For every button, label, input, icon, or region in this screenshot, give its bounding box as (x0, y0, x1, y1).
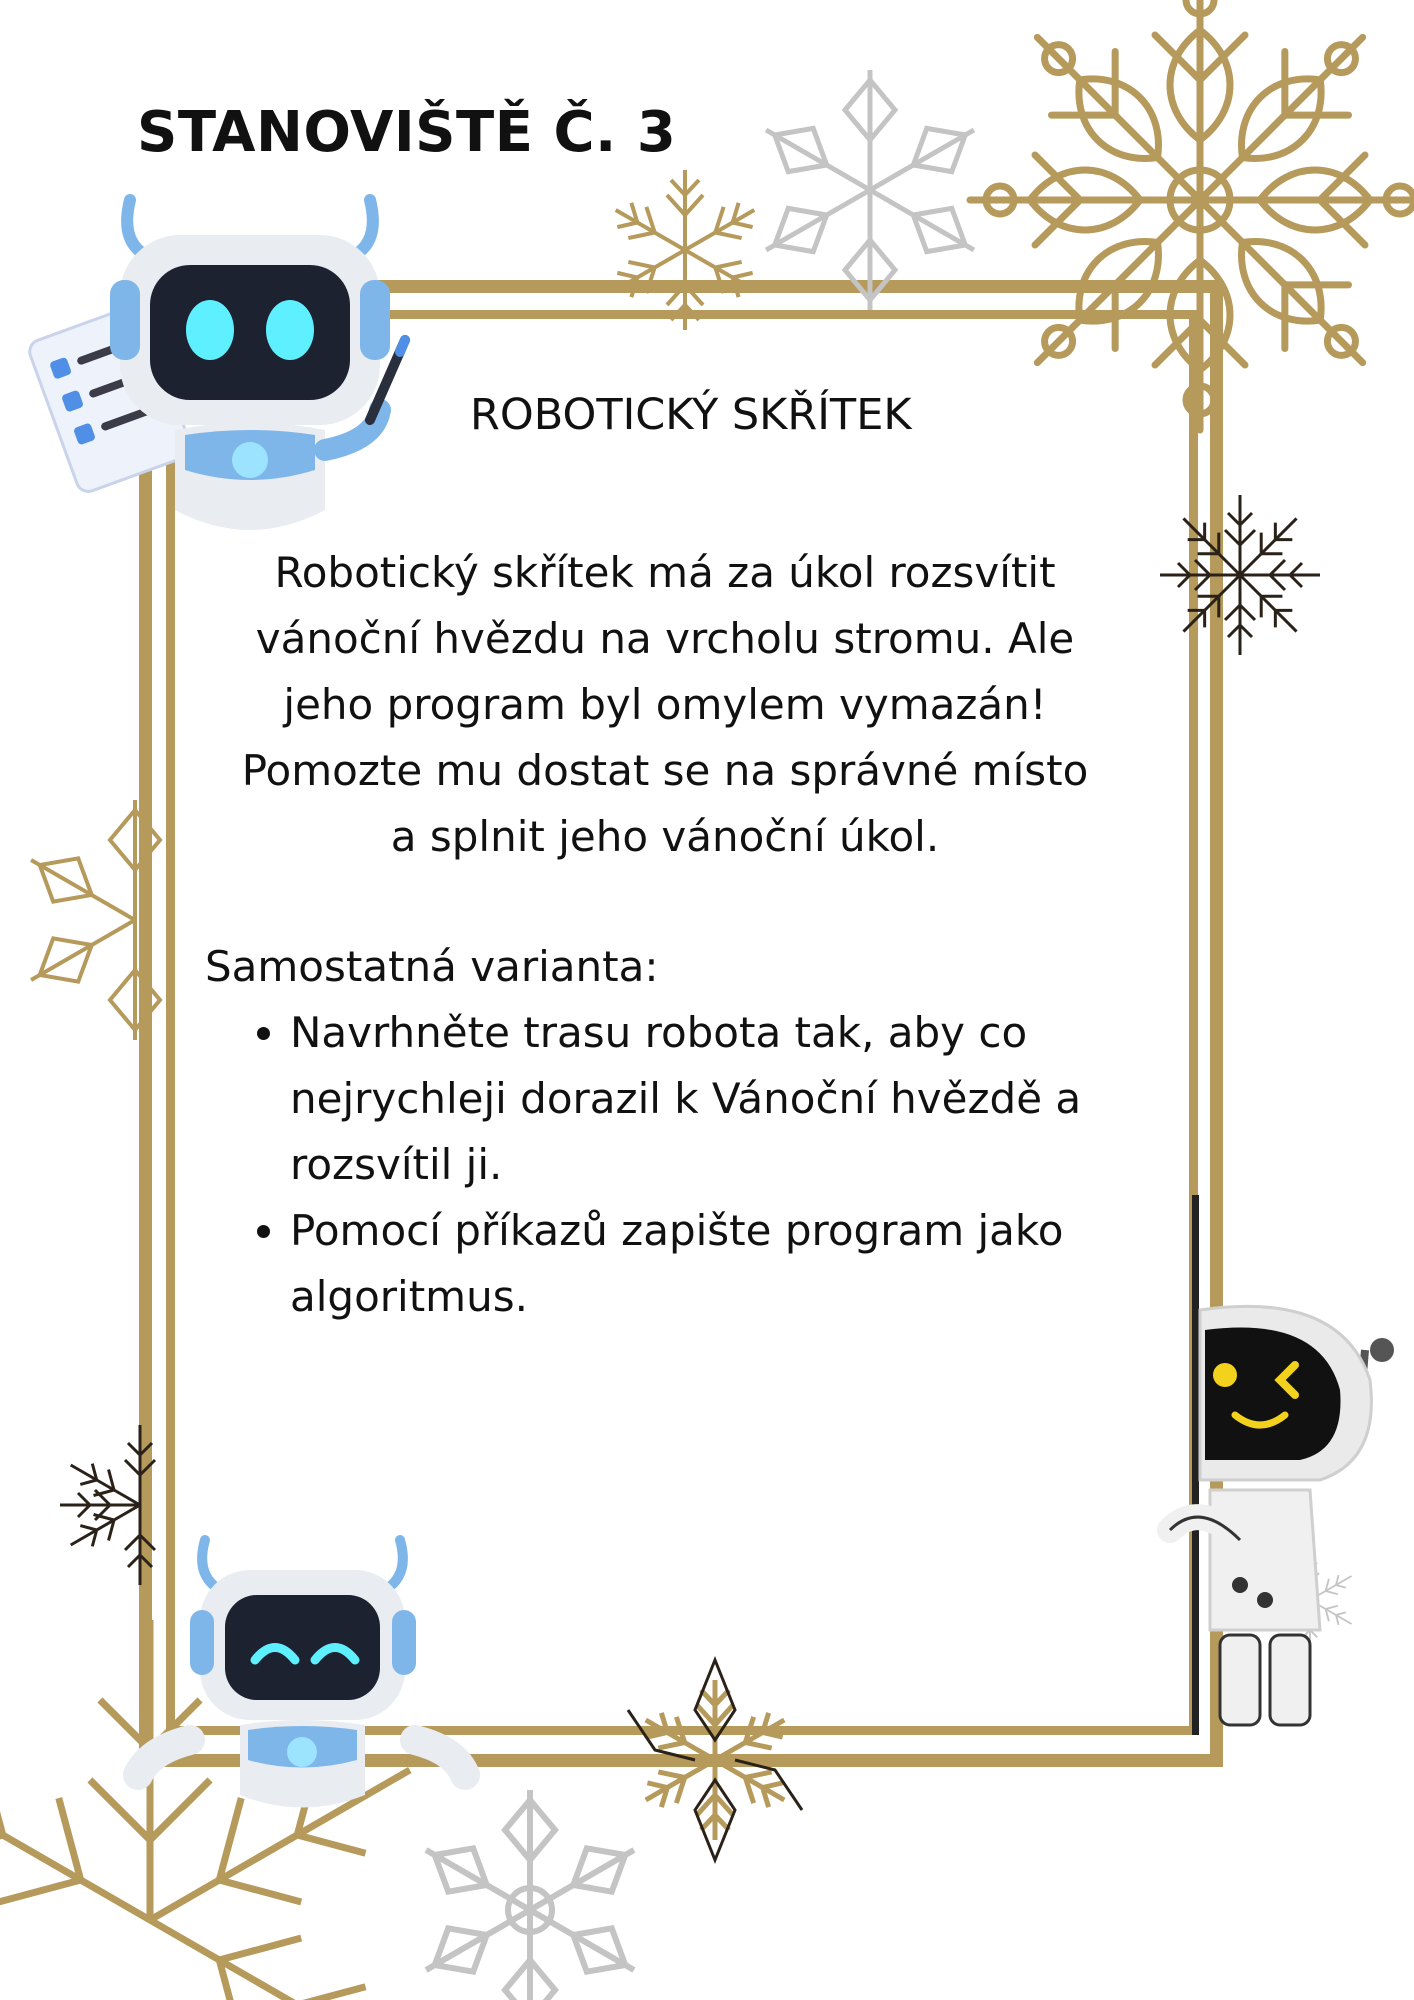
intro-line: a splnit jeho vánoční úkol. (390, 812, 940, 861)
intro-line: Pomozte mu dostat se na správné místo (241, 746, 1089, 795)
task-body (205, 540, 1125, 1330)
snowflake-gold-left-icon (0, 780, 140, 1060)
variant-list (205, 1000, 1125, 1330)
robot-with-clipboard-icon (25, 170, 405, 560)
intro-line: vánoční hvězdu na vrcholu stromu. Ale (255, 614, 1075, 663)
task-title: ROBOTICKÝ SKŘÍTEK (470, 390, 912, 440)
snowflake-gold-small-top-icon (600, 160, 770, 340)
variant-label: Samostatná varianta: (205, 942, 659, 991)
snowflake-silver-top-icon (740, 60, 1000, 320)
snowflake-dark-right-icon (1145, 490, 1335, 660)
intro-paragraph (205, 540, 1125, 870)
intro-line: jeho program byl omylem vymazán! (283, 680, 1047, 729)
robot-winking-icon (1160, 1300, 1400, 1740)
intro-line: Robotický skřítek má za úkol rozsvítit (274, 548, 1056, 597)
variant-item: • Pomocí příkazů zapište program jako algoritmus. (290, 1198, 1125, 1330)
variant-item: • Navrhněte trasu robota tak, aby co nejrychleji dorazil k Vánoční hvězdě a rozsvítil ji. (290, 1000, 1125, 1198)
station-label: STANOVIŠTĚ Č. 3 (137, 100, 677, 165)
snowflake-gold-dark-bottom-center-icon (600, 1640, 830, 1880)
robot-happy-icon (130, 1520, 470, 1820)
